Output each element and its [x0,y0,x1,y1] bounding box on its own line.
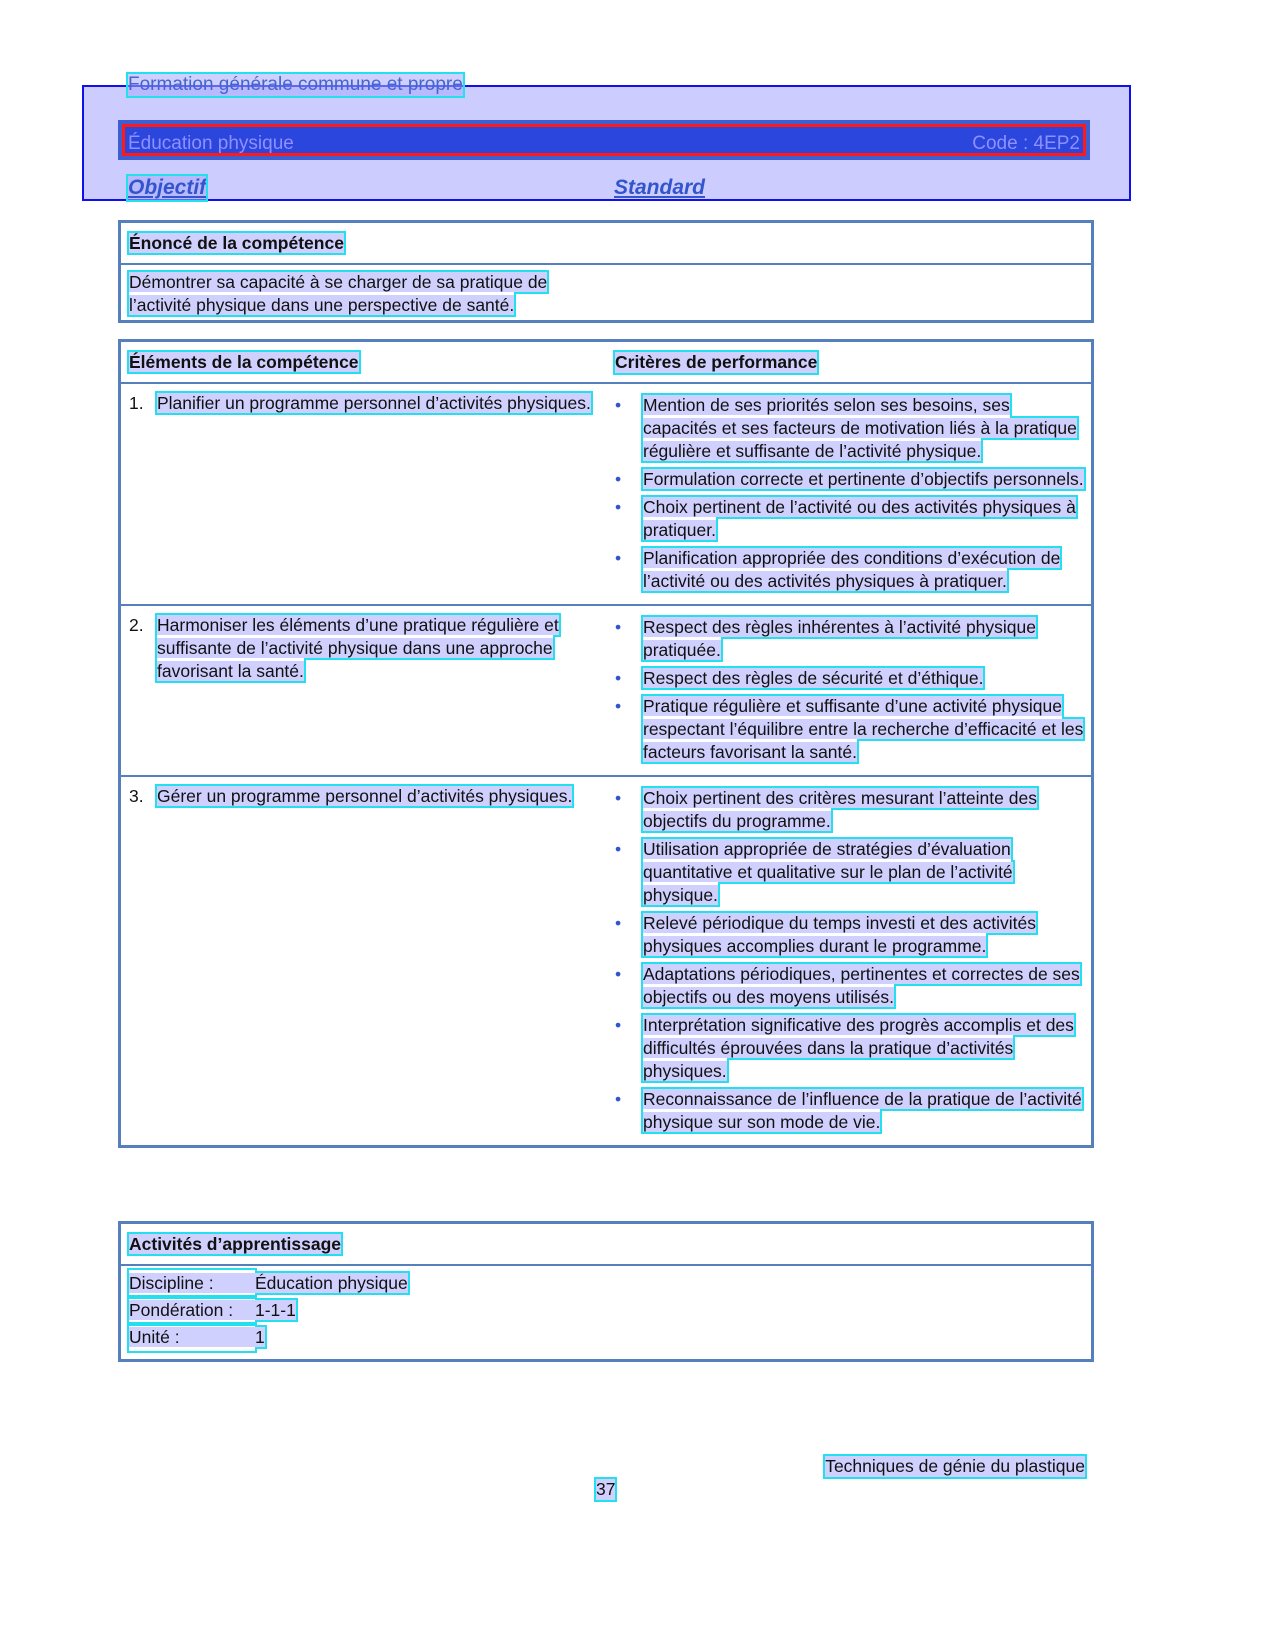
criterion-text: Mention de ses priorités selon ses besoins, ses capacités et ses facteurs de motivation liés à la pratique régulière et suffisante de l’activité physique. [643,395,1077,461]
bullet-icon: • [615,469,622,489]
criterion [615,1088,1085,1134]
page-number: 37 [596,1479,616,1499]
activites-box [118,1221,1094,1362]
standard-label: Standard [614,176,706,199]
criterion [615,547,1085,593]
bullet-icon: • [615,696,622,716]
bullet-icon: • [615,497,622,517]
criterion-text: Formulation correcte et pertinente d’objectifs personnels. [643,469,1084,489]
enonce-text: Démontrer sa capacité à se charger de sa pratique de l’activité physique dans une perspective de santé. [129,272,548,315]
program-heading: Formation générale commune et propre [128,74,463,95]
table-row [121,606,1091,777]
criterion [615,496,1085,542]
bullet-icon: • [615,1015,622,1035]
footer-program: Techniques de génie du plastique [825,1456,1085,1476]
activity-value: Éducation physique [255,1273,408,1293]
bullet-icon: • [615,839,622,859]
criterion-text: Respect des règles de sécurité et d’éthique. [643,668,984,688]
activity-line [121,1270,1091,1297]
bullet-icon: • [615,1089,622,1109]
criterion-text: Choix pertinent des critères mesurant l’atteinte des objectifs du programme. [643,788,1037,831]
bullet-icon: • [615,395,622,415]
bullet-icon: • [615,548,622,568]
activity-key: Unité : [129,1327,180,1347]
objectif-label: Objectif [128,176,207,199]
activites-title: Activités d’apprentissage [129,1234,342,1254]
element-number: 2. [129,615,144,635]
criterion-text: Relevé périodique du temps investi et des activités physiques accomplies durant le programme. [643,913,1036,956]
criterion [615,963,1085,1009]
discipline-title: Éducation physique [128,133,294,154]
course-code: Code : 4EP2 [972,133,1080,154]
element-number: 1. [129,393,144,413]
criterion-text: Pratique régulière et suffisante d’une activité physique respectant l’équilibre entre la recherche d’efficacité et les facteurs favorisant la santé. [643,696,1084,762]
table-row [121,384,1091,606]
criterion-text: Adaptations périodiques, pertinentes et correctes de ses objectifs ou des moyens utilisés. [643,964,1080,1007]
element-text: Gérer un programme personnel d’activités physiques. [157,786,573,806]
discipline-bar [118,120,1090,160]
criterion [615,695,1085,764]
activity-value: 1 [255,1327,265,1347]
element-text: Harmoniser les éléments d’une pratique régulière et suffisante de l’activité physique dans une approche favorisant la santé. [157,615,559,681]
criterion [615,912,1085,958]
criterion-text: Utilisation appropriée de stratégies d’évaluation quantitative et qualitative sur le plan de l’activité physique. [643,839,1013,905]
activity-key: Discipline : [129,1273,214,1293]
criterion [615,787,1085,833]
element-number: 3. [129,786,144,806]
activity-line [121,1324,1091,1351]
criterion-text: Reconnaissance de l’influence de la pratique de l’activité physique sur son mode de vie. [643,1089,1082,1132]
table-row [121,777,1091,1145]
criterion [615,394,1085,463]
criterion-text: Interprétation significative des progrès accomplis et des difficultés éprouvées dans la pratique d’activités physiques. [643,1015,1074,1081]
activity-value: 1-1-1 [255,1300,296,1320]
bullet-icon: • [615,668,622,688]
criterion [615,1014,1085,1083]
col-criteres: Critères de performance [615,352,818,372]
enonce-box [118,220,1094,323]
activity-key: Pondération : [129,1300,234,1320]
activity-line [121,1297,1091,1324]
bullet-icon: • [615,964,622,984]
col-elements: Éléments de la compétence [129,352,359,372]
criterion [615,667,1085,690]
criterion [615,838,1085,907]
criterion-text: Choix pertinent de l’activité ou des activités physiques à pratiquer. [643,497,1076,540]
element-text: Planifier un programme personnel d’activités physiques. [157,393,591,413]
criterion [615,468,1085,491]
elements-table [118,339,1094,1148]
bullet-icon: • [615,617,622,637]
criterion-text: Planification appropriée des conditions d’exécution de l’activité ou des activités physiques à pratiquer. [643,548,1061,591]
bullet-icon: • [615,788,622,808]
criterion [615,616,1085,662]
bullet-icon: • [615,913,622,933]
enonce-title: Énoncé de la compétence [129,233,344,253]
criterion-text: Respect des règles inhérentes à l’activité physique pratiquée. [643,617,1036,660]
